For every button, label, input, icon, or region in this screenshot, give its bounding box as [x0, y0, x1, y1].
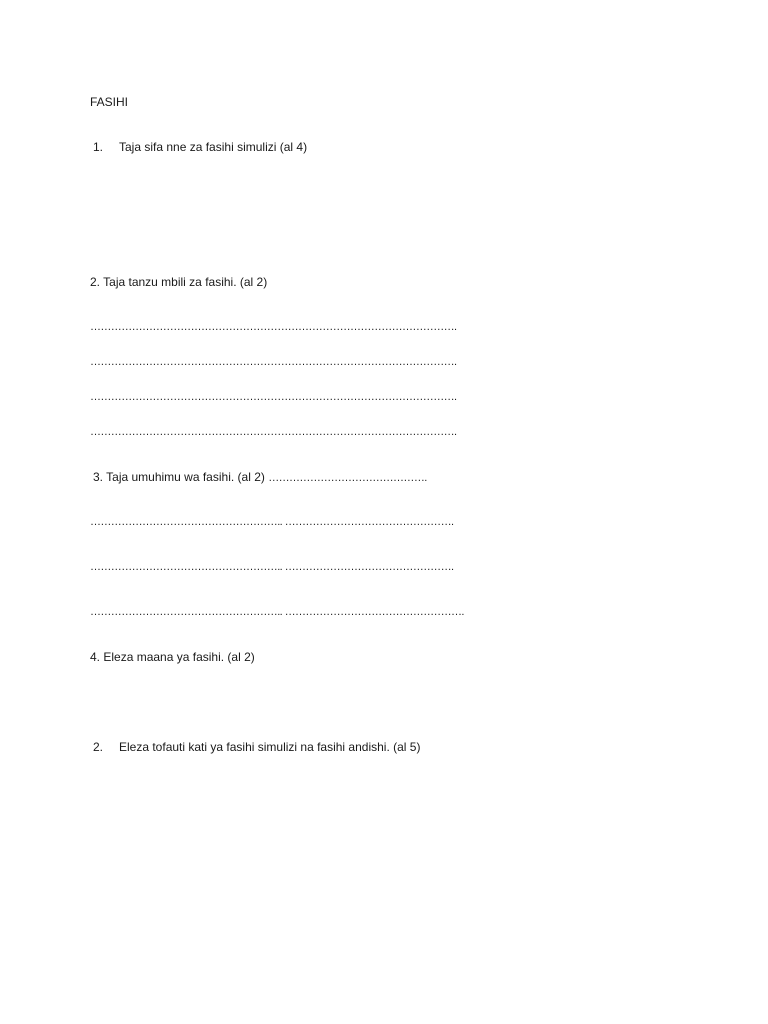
- question-number: 2.: [93, 740, 104, 754]
- question-5: [93, 740, 420, 754]
- answer-line: …………………………………………………………………………………………….: [90, 426, 457, 438]
- question-number: 1.: [93, 140, 104, 154]
- answer-line: …………………………………………………………………………………………….: [90, 356, 457, 368]
- question-text: Eleza tofauti kati ya fasihi simulizi na fasihi andishi. (al 5): [119, 740, 421, 754]
- question-text: Taja sifa nne za fasihi simulizi (al 4): [119, 140, 308, 154]
- inline-answer-line: ……………………………………….: [268, 472, 427, 484]
- question-text: Taja tanzu mbili za fasihi. (al 2): [103, 275, 268, 289]
- question-number: 3.: [93, 470, 104, 484]
- question-text: Eleza maana ya fasihi. (al 2): [103, 650, 255, 664]
- question-number: 2.: [90, 275, 101, 289]
- answer-line: ……………………………………………….. ………………………………………….: [90, 516, 454, 528]
- answer-line: ……………………………………………….. …………………………………………….: [90, 606, 464, 618]
- question-text: Taja umuhimu wa fasihi. (al 2): [106, 470, 265, 484]
- document-title: FASIHI: [90, 95, 129, 109]
- answer-line: ……………………………………………….. ………………………………………….: [90, 561, 454, 573]
- question-number: 4.: [90, 650, 101, 664]
- answer-line: …………………………………………………………………………………………….: [90, 321, 457, 333]
- question-1: [93, 140, 307, 154]
- answer-line: …………………………………………………………………………………………….: [90, 391, 457, 403]
- question-2: [90, 275, 267, 289]
- question-4: [90, 650, 255, 664]
- question-3: [93, 470, 427, 485]
